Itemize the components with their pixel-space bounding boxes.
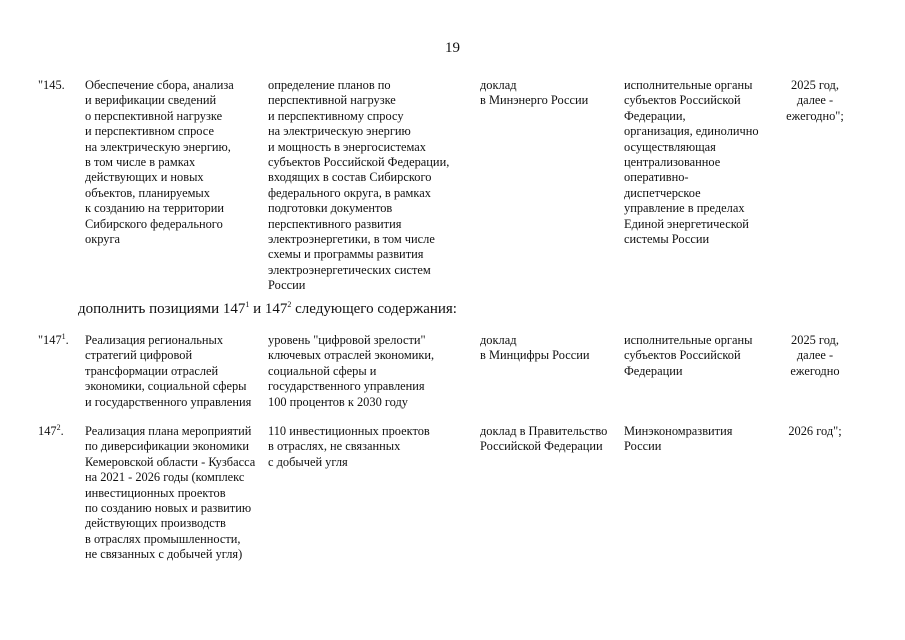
page-number: 19 [445, 40, 460, 56]
heading-sup-2: 2 [287, 300, 292, 309]
heading-sup-1: 1 [245, 300, 250, 309]
row-term: 2025 год, далее - ежегодно [790, 333, 840, 378]
row-term: 2025 год, далее - ежегодно"; [786, 78, 844, 123]
row-result: уровень "цифровой зрелости" ключевых отраслей экономики, социальной сферы и государственного управления 100 процентов к 2030 году [268, 333, 435, 409]
heading-text-3: следующего содержания: [291, 301, 457, 317]
row-description: Реализация региональных стратегий цифровой трансформации отраслей экономики, социальной сферы и государственного управления [85, 333, 252, 409]
row-number-text: 147 [38, 424, 57, 438]
row-executor: Минэкономразвития России [624, 424, 733, 454]
row-term: 2026 год"; [788, 424, 842, 438]
row-number [38, 424, 64, 439]
heading-text-1: дополнить позициями 147 [78, 301, 246, 317]
row-number-sup: 2 [56, 422, 61, 432]
row-number-suffix: . [65, 333, 69, 347]
row-executor: исполнительные органы субъектов Российской Федерации [624, 333, 753, 378]
row-executor: исполнительные органы субъектов Российской Федерации, организация, единолично осуществляющая централизованное оперативно- диспетчерское управление в пределах Единой энергетической системы России [624, 78, 759, 247]
row-document: доклад в Минэнерго России [480, 78, 589, 108]
row-number [38, 78, 65, 93]
row-number-sup: 1 [61, 331, 66, 341]
row-description: Обеспечение сбора, анализа и верификации сведений о перспективной нагрузке и перспективном спросе на электрическую энергию, в том числе в рамках действующих и новых объектов, планируемых к созданию на территории Сибирского федерального округа [85, 78, 234, 247]
row-number-suffix: . [60, 424, 64, 438]
row-number [38, 333, 69, 348]
row-result: 110 инвестиционных проектов в отраслях, не связанных с добычей угля [268, 424, 430, 469]
row-result: определение планов по перспективной нагрузке и перспективному спросу на электрическую энергию и мощность в энергосистемах субъектов Российской Федерации, входящих в состав Сибирского федерального округа, в рамках подготовки документов перспективного развития электроэнергетики, в том числе схемы и программы развития электроэнергетических систем России [268, 78, 450, 293]
row-number-text: "147 [38, 333, 62, 347]
row-document: доклад в Правительство Российской Федерации [480, 424, 608, 454]
amendment-heading [78, 300, 457, 318]
row-document: доклад в Минцифры России [480, 333, 590, 363]
row-number-text: "145. [38, 78, 65, 92]
heading-text-2: и 147 [249, 301, 288, 317]
row-description: Реализация плана мероприятий по диверсификации экономики Кемеровской области - Кузбасса на 2021 - 2026 годы (комплекс инвестиционных проектов по созданию новых и развитию действующих производств в отраслях промышленности, не связанных с добычей угля) [85, 424, 256, 562]
